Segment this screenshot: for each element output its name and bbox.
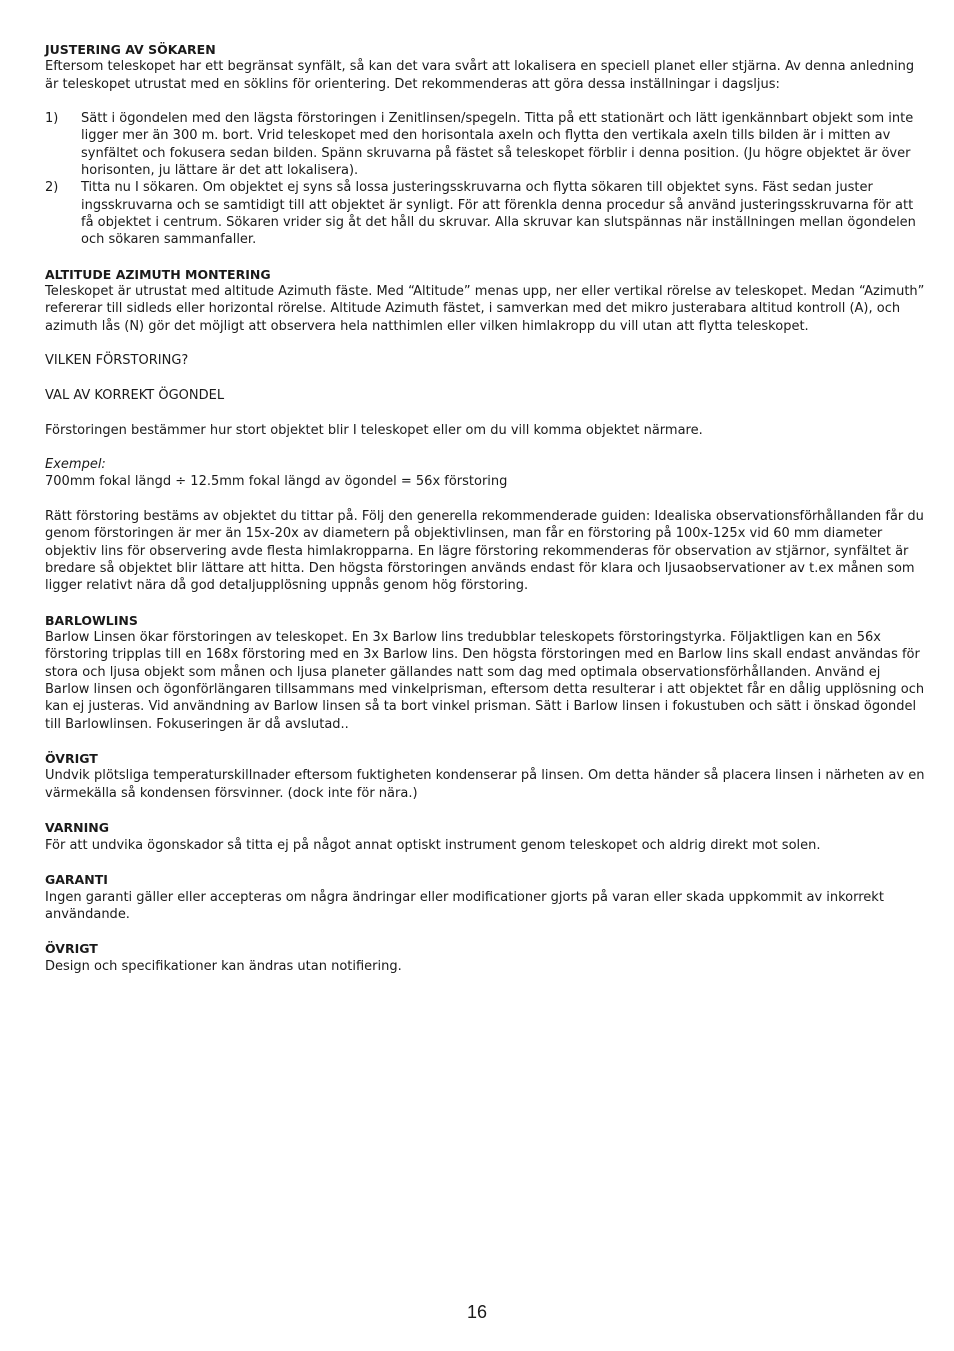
other-2-paragraph: Design och specifikationer kan ändras utan notifiering. — [45, 958, 402, 974]
barlow-paragraph: Barlow Linsen ökar förstoringen av teleskopet. En 3x Barlow lins tredubblar teleskopets förstoringstyrka. Följaktligen kan en 56x förstoring tripplas till en 168x förstoring med en 3x Barlow lins. Den högsta förstoringen med en Barlow lins skall endast användas för stora och ljusa objekt som månen och ljusa planeter gällandes natt som dag med optimala observationsförhållanden. Använd ej Barlow linsen och ögonförlängaren tillsammans med vinkelprisman, eftersom detta resulterar i att objektet får en dålig upplösning och kan ej justeras. Vid användning av Barlow linsen så ta bort vinkel prisman. Sätt i Barlow linsen i fokustuben och sätt i önskad ögondel till Barlowlinsen. Fokuseringen är då avslutad.. — [45, 630, 925, 732]
magnification-guide-paragraph: Rätt förstoring bestäms av objektet du tittar på. Följ den generella rekommenderade guiden: Idealiska observationsförhållanden får du genom förstoringen är mer än 15x-20x av diametern på objektivlinsen, man får en förstoring på 100x-125x vid 60 mm diameter objektiv lins för observering avde flesta himlakropparna. En lägre förstoring rekommenderas för observation av stjärnor, synfältet är bredare så objektet blir lättare att hitta. Den högsta förstoringen används endast för klara och ljusaobservationer av t.ex månen som ligger relativt nära då god detaljupplösning uppnås genom hög förstoring. — [45, 509, 924, 594]
list-item-text: Sätt i ögondelen med den lägsta förstoringen i Zenitlinsen/spegeln. Titta på ett stationärt och lätt igenkännbart objekt som inte ligger mer än 300 m. bort. Vrid teleskopet med den horisontala axeln och flytta den vertikala axeln tills bilden är i mitten av synfältet och fokusera sedan bilden. Spänn skruvarna på fästet så teleskopet förblir i denna position. (Ju högre objektet är över horisonten, ju lättare är det att lokalisera). — [81, 111, 914, 179]
list-item-number: 1) — [45, 111, 59, 127]
finder-intro-paragraph: Eftersom teleskopet har ett begränsat synfält, så kan det vara svårt att lokalisera en speciell planet eller stjärna. Av denna anledning är teleskopet utrustat med en söklins för orientering. Det rekommenderas att göra dessa inställningar i dagsljus: — [45, 59, 915, 92]
list-item — [45, 110, 925, 179]
warranty-paragraph: Ingen garanti gäller eller accepteras om några ändringar eller modificationer gjorts på varan eller skada uppkommit av inkorrekt användande. — [45, 889, 884, 922]
section-heading-warning: VARNING — [45, 820, 109, 836]
warning-paragraph: För att undvika ögonskador så titta ej på något annat optiskt instrument genom teleskopet och aldrig direkt mot solen. — [45, 837, 821, 853]
list-item-text: Titta nu I sökaren. Om objektet ej syns så lossa justeringsskruvarna och flytta sökaren till objektet syns. Fäst sedan juster ingsskruvarna och se samtidigt till att objektet är synligt. För att förenkla denna procedur så använd justeringsskruvarna för att få objektet i centrum. Sökaren vrider sig åt det håll du skruvar. Alla skruvar kan slutspännas när inställningen mellan ögondelen och sökaren sammanfaller. — [81, 180, 916, 248]
list-item — [45, 179, 925, 248]
example-formula: 700mm fokal längd ÷ 12.5mm fokal längd av ögondel = 56x förstoring — [45, 474, 508, 490]
section-heading-finder-alignment: JUSTERING AV SÖKAREN — [45, 42, 216, 57]
section-heading-altaz-mount: ALTITUDE AZIMUTH MONTERING — [45, 266, 271, 282]
finder-steps-list — [45, 110, 925, 248]
document-page — [45, 41, 925, 975]
example-label-text: Exempel: — [45, 457, 106, 473]
eyepiece-choice-line: VAL AV KORREKT ÖGONDEL — [45, 387, 225, 403]
list-item-number: 2) — [45, 180, 59, 196]
section-heading-other: ÖVRIGT — [45, 751, 98, 767]
section-heading-barlow: BARLOWLINS — [45, 612, 138, 628]
section-heading-warranty: GARANTI — [45, 872, 108, 888]
other-paragraph: Undvik plötsliga temperaturskillnader eftersom fuktigheten kondenserar på linsen. Om detta händer så placera linsen i närheten av en värmekälla så kondensen försvinner. (dock inte för nära.) — [45, 768, 925, 801]
section-heading-other-2: ÖVRIGT — [45, 941, 98, 957]
magnification-paragraph: Förstoringen bestämmer hur stort objektet blir I teleskopet eller om du vill komma objektet närmare. — [45, 422, 703, 438]
magnification-question: VILKEN FÖRSTORING? — [45, 353, 189, 369]
altaz-paragraph: Teleskopet är utrustat med altitude Azimuth fäste. Med “Altitude” menas upp, ner eller vertikal rörelse av teleskopet. Medan “Azimuth” refererar till sidleds eller horizontal rörelse. Altitude Azimuth fästet, i samverkan med det mikro justerabara altitud kontroll (A), och azimuth lås (N) gör det möjligt att observera hela natthimlen eller vilken himlakropp du vill utan att flytta teleskopet. — [45, 284, 925, 334]
page-number: 16 — [466, 1302, 488, 1322]
example-label — [45, 456, 925, 473]
